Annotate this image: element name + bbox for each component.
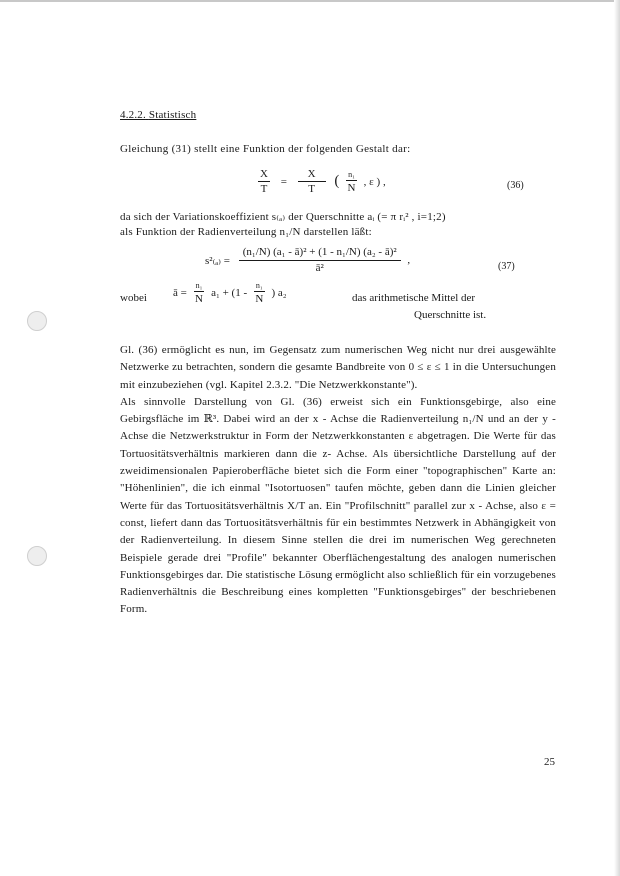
intro-sentence: Gleichung (31) stellt eine Funktion der folgenden Gestalt dar: — [120, 143, 411, 155]
page-top-edge — [0, 0, 620, 2]
mean-description-1: das arithmetische Mittel der — [352, 292, 476, 304]
equation-37 — [205, 246, 410, 274]
paragraph: Als sinnvolle Darstellung von Gl. (36) erweist sich ein Funktionsgebirge, also eine Gebirgsfläche im ℝ³. Dabei wird an der x - Achse die Radienverteilung n₁/N und an der y - Achse die Netzwerkstruktur in Form der Netzwerkkonstanten ε abgetragen. Die Werte für das Tortuositätsverhältnis markieren dann die z- Achse. Als übersichtliche Darstellung auf der zweidimensionalen Papieroberfläche bietet sich die Form einer "topographischen" Karte an: "Höhenlinien", die ich einmal "Isotortuosen" taufen möchte, geben dann die Linien gleicher Werte für das Tortuositätsverhältnis X/T an. Ein "Profilschnitt" parallel zur x - Achse, also ε = const, liefert dann das Tortuositätsverhältnis für ein bestimmtes Netzwerk in Abhängigkeit von der Radienverteilung. In diesem Sinne stellen die drei im numerischen Weg gerechneten Beispiele gerade drei "Profile" bekannter Oberflächengestaltung des analogen numerischen Funktionsgebirges dar. Die statistische Lösung ermöglicht also schließlich für ein vorzugebenes Radienverhältnis die Beschreibung eines kompletten "Funktionsgebirges" der beschriebenen Form. — [120, 395, 556, 616]
page-number: 25 — [544, 756, 555, 768]
equation-lhs: s²₍ₐ₎ = — [205, 254, 230, 267]
fraction-denominator: N — [255, 293, 264, 305]
fraction-numerator: (n₁/N) (a₁ - ā)² + (1 - n₁/N) (a₂ - ā)² — [239, 246, 401, 261]
fraction-denominator: N — [195, 293, 203, 305]
fraction-x-over-t-right — [298, 168, 326, 195]
fraction-denominator: ā² — [315, 262, 324, 274]
open-paren: ( — [334, 173, 340, 189]
fraction-n1-over-n — [254, 281, 265, 305]
mean-description-2: Querschnitte ist. — [414, 309, 487, 321]
equation-mean — [173, 281, 287, 305]
section-heading — [120, 109, 196, 121]
body-text — [120, 342, 556, 619]
text-line-1: da sich der Variationskoeffizient s₍ₐ₎ der Querschnitte aᵢ (= π rᵢ² , i=1;2) — [120, 211, 446, 223]
fraction-numerator: n₁ — [255, 281, 263, 290]
fraction-numerator: n₁ — [348, 169, 355, 179]
fraction-n1-over-n — [194, 281, 205, 305]
mean-lhs: ā = — [173, 287, 187, 299]
mean-middle: a₁ + (1 - — [211, 287, 248, 299]
section-title: Statistisch — [148, 109, 197, 121]
equation-number-37: (37) — [498, 261, 515, 272]
punch-hole-upper — [27, 311, 47, 331]
fraction-denominator: N — [347, 181, 356, 194]
equals-sign: = — [280, 175, 287, 188]
punch-hole-lower — [27, 546, 47, 566]
fraction-denominator: T — [308, 183, 316, 195]
fraction-x-over-t-left — [258, 168, 270, 195]
fraction-numerator: X — [260, 168, 268, 180]
mean-end: ) a₂ — [271, 287, 287, 299]
equation-number-36: (36) — [507, 180, 524, 191]
fraction-n1-over-n — [346, 170, 357, 194]
paragraph: Gl. (36) ermöglicht es nun, im Gegensatz zum numerischen Weg nicht nur drei ausgewählte Netzwerke zu betrachten, sondern die gesamte Bandbreite von 0 ≤ ε ≤ 1 in die Untersuchungen mit einzubeziehen (vgl. Kapitel 2.3.2. "Die Netzwerkkonstante"). — [120, 344, 556, 391]
wobei-label: wobei — [120, 292, 147, 304]
fraction-variance — [239, 246, 401, 274]
fraction-denominator: T — [260, 183, 268, 195]
equation-36 — [258, 168, 386, 195]
equation-trail: , — [407, 254, 411, 266]
section-number: 4.2.2. — [120, 109, 146, 121]
equation-rest: , ε ) , — [363, 175, 386, 188]
page-right-edge — [614, 0, 620, 876]
text-line-2: als Funktion der Radienverteilung n₁/N darstellen läßt: — [120, 226, 372, 238]
fraction-numerator: n₁ — [195, 281, 203, 290]
fraction-numerator: X — [298, 168, 326, 182]
